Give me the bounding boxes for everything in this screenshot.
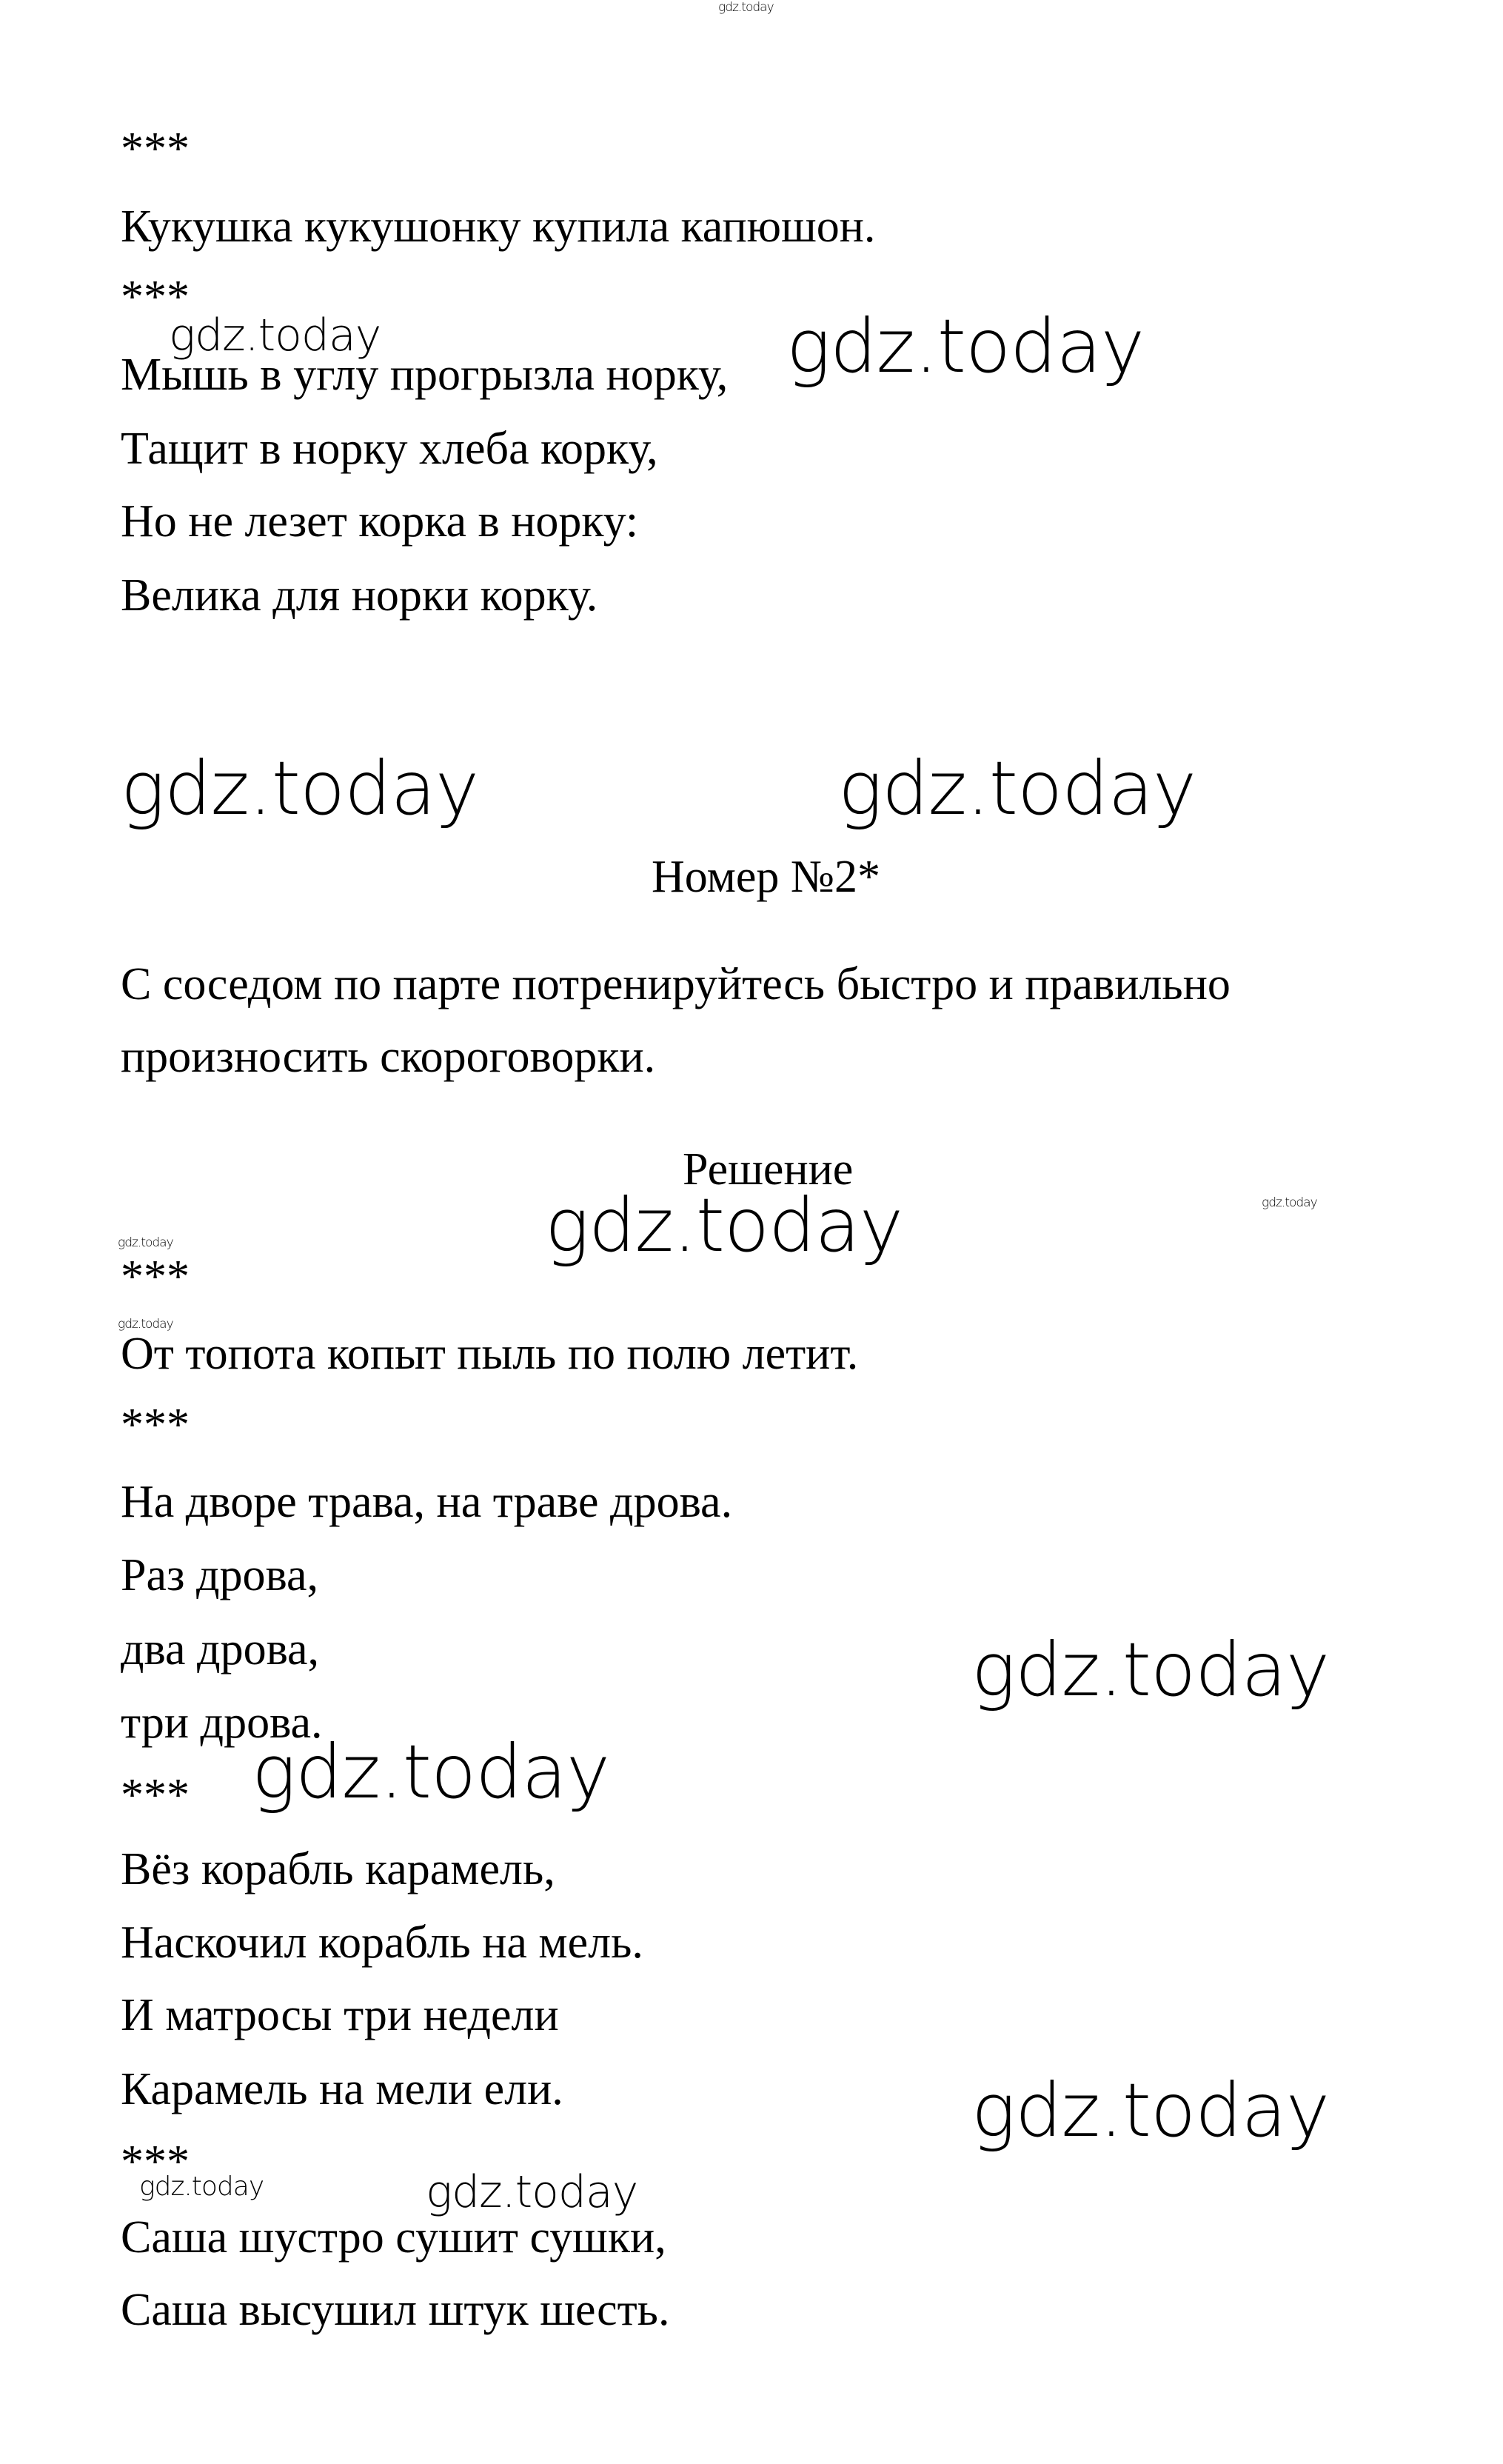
tongue-twister-line: От топота копыт пыль по полю летит. — [121, 1329, 859, 1379]
separator-stars: *** — [121, 1252, 190, 1302]
tongue-twister-line: Кукушка кукушонку купила капюшон. — [121, 201, 876, 252]
solution-heading: Решение — [683, 1144, 854, 1195]
poem-line: Тащит в норку хлеба корку, — [121, 424, 658, 474]
tongue-twister-line: Раз дрова, — [121, 1550, 319, 1600]
watermark: gdz.today — [121, 745, 479, 832]
watermark: gdz.today — [971, 1626, 1330, 1713]
watermark: gdz.today — [786, 303, 1145, 390]
tongue-twister-line: Наскочил корабль на мель. — [121, 1917, 643, 1968]
watermark: gdz.today — [545, 1182, 903, 1269]
tongue-twister-line: Карамель на мели ели. — [121, 2064, 563, 2114]
tongue-twister-line: Вёз корабль карамель, — [121, 1844, 555, 1894]
watermark: gdz.today — [139, 2171, 264, 2202]
watermark: gdz.today — [169, 310, 381, 361]
separator-stars: *** — [121, 272, 190, 322]
tongue-twister-line: На дворе трава, на траве дрова. — [121, 1477, 733, 1527]
watermark-top: gdz.today — [718, 0, 774, 15]
watermark: gdz.today — [252, 1729, 610, 1815]
watermark: gdz.today — [838, 745, 1196, 832]
tongue-twister-line: три дрова. — [121, 1697, 323, 1748]
watermark: gdz.today — [426, 2166, 638, 2218]
task-text: С соседом по парте потренируйтесь быстро и правильно — [121, 959, 1231, 1009]
tongue-twister-line: два дрова, — [121, 1624, 320, 1675]
poem-line: Велика для норки корку. — [121, 570, 598, 621]
tongue-twister-line: Саша высушил штук шесть. — [121, 2285, 670, 2335]
watermark: gdz.today — [971, 2067, 1330, 2154]
task-text: произносить скороговорки. — [121, 1032, 656, 1082]
poem-line: Мышь в углу прогрызла норку, — [121, 350, 729, 400]
separator-stars: *** — [121, 124, 190, 174]
separator-stars: *** — [121, 1770, 190, 1820]
poem-line: Но не лезет корка в норку: — [121, 496, 639, 547]
separator-stars: *** — [121, 1400, 190, 1450]
task-heading: Номер №2* — [652, 852, 881, 902]
watermark: gdz.today — [118, 1317, 173, 1332]
watermark: gdz.today — [118, 1235, 173, 1250]
tongue-twister-line: И матросы три недели — [121, 1990, 559, 2040]
watermark: gdz.today — [1262, 1195, 1317, 1210]
tongue-twister-line: Саша шустро сушит сушки, — [121, 2212, 666, 2263]
separator-stars: *** — [121, 2137, 190, 2187]
